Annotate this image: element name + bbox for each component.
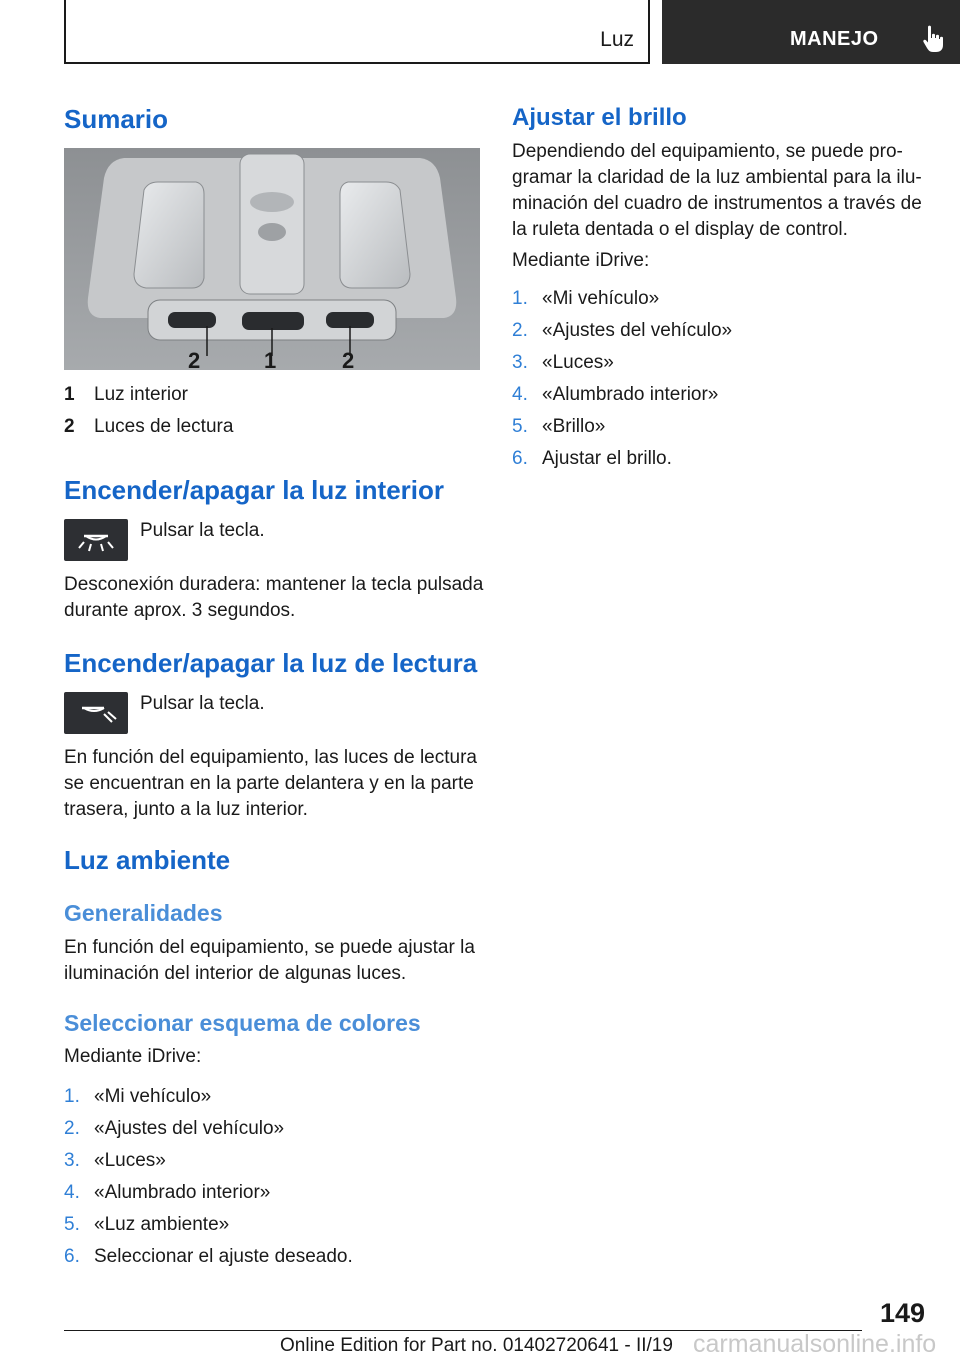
brightness-text-line: gramar la claridad de la luz ambiental para la ilu‐ xyxy=(512,167,922,188)
header-chapter-tab xyxy=(662,0,960,64)
list-number: 6. xyxy=(512,448,528,469)
list-text: «Mi vehículo» xyxy=(542,288,660,309)
list-number: 5. xyxy=(512,416,528,437)
legend-text: Luz interior xyxy=(94,384,188,405)
list-text: «Ajustes del vehículo» xyxy=(542,320,733,341)
sumario-heading: Sumario xyxy=(64,104,169,134)
reading-note-line: trasera, junto a la luz interior. xyxy=(64,799,308,820)
list-number: 6. xyxy=(64,1246,80,1267)
idrive-intro: Mediante iDrive: xyxy=(64,1046,202,1067)
legend-number: 2 xyxy=(64,416,75,437)
idrive-intro: Mediante iDrive: xyxy=(512,250,650,271)
list-number: 1. xyxy=(64,1086,80,1107)
legend-text: Luces de lectura xyxy=(94,416,234,437)
reading-note-line: se encuentran en la parte delantera y en la parte xyxy=(64,773,474,794)
reading-note-line: En función del equipamiento, las luces de lectura xyxy=(64,747,477,768)
watermark: carmanualsonline.info xyxy=(693,1330,937,1358)
interior-light-key-icon xyxy=(64,519,128,561)
interior-light-heading: Encender/apagar la luz interior xyxy=(64,475,444,505)
list-number: 1. xyxy=(512,288,528,309)
brightness-text-line: la ruleta dentada o el display de control. xyxy=(512,219,848,240)
list-number: 4. xyxy=(512,384,528,405)
interior-note-line: durante aprox. 3 segundos. xyxy=(64,600,296,621)
list-text: Ajustar el brillo. xyxy=(542,448,672,469)
list-text: Seleccionar el ajuste deseado. xyxy=(94,1246,353,1267)
list-text: «Ajustes del vehículo» xyxy=(94,1118,285,1139)
reading-light-key-icon xyxy=(64,692,128,734)
reading-press-text: Pulsar la tecla. xyxy=(140,693,265,714)
interior-press-text: Pulsar la tecla. xyxy=(140,520,265,541)
list-text: «Luz ambiente» xyxy=(94,1214,230,1235)
photo-callout: 2 xyxy=(342,348,355,370)
list-text: «Luces» xyxy=(94,1150,166,1171)
list-number: 3. xyxy=(512,352,528,373)
header-chapter-label: MANEJO xyxy=(790,28,879,50)
ceiling-light-panel-image xyxy=(64,148,480,370)
page-number: 149 xyxy=(880,1298,926,1328)
list-number: 4. xyxy=(64,1182,80,1203)
brightness-text-line: minación del cuadro de instrumentos a través de xyxy=(512,193,922,214)
photo-callout: 1 xyxy=(264,348,277,370)
legend-number: 1 xyxy=(64,384,75,405)
reading-light-heading: Encender/apagar la luz de lectura xyxy=(64,648,478,678)
list-number: 5. xyxy=(64,1214,80,1235)
interior-note-line: Desconexión duradera: mantener la tecla pulsada xyxy=(64,574,484,595)
photo-callout: 2 xyxy=(188,348,201,370)
brightness-text-line: Dependiendo del equipamiento, se puede pro‐ xyxy=(512,141,903,162)
brightness-heading: Ajustar el brillo xyxy=(512,104,687,131)
list-text: «Luces» xyxy=(542,352,614,373)
general-text-line: iluminación del interior de algunas luces. xyxy=(64,963,407,984)
color-scheme-subheading: Seleccionar esquema de colores xyxy=(64,1010,421,1036)
list-number: 3. xyxy=(64,1150,80,1171)
header-section-box xyxy=(64,0,650,64)
ambient-light-heading: Luz ambiente xyxy=(64,845,231,875)
list-number: 2. xyxy=(512,320,528,341)
list-text: «Alumbrado interior» xyxy=(542,384,719,405)
edition-footer: Online Edition for Part no. 01402720641 - II/19 xyxy=(280,1335,673,1356)
list-text: «Mi vehículo» xyxy=(94,1086,212,1107)
list-number: 2. xyxy=(64,1118,80,1139)
hand-pointer-icon xyxy=(922,24,950,54)
list-text: «Alumbrado interior» xyxy=(94,1182,271,1203)
list-text: «Brillo» xyxy=(542,416,606,437)
header-section-label: Luz xyxy=(600,28,634,51)
general-text-line: En función del equipamiento, se puede ajustar la xyxy=(64,937,475,958)
general-subheading: Generalidades xyxy=(64,900,223,926)
